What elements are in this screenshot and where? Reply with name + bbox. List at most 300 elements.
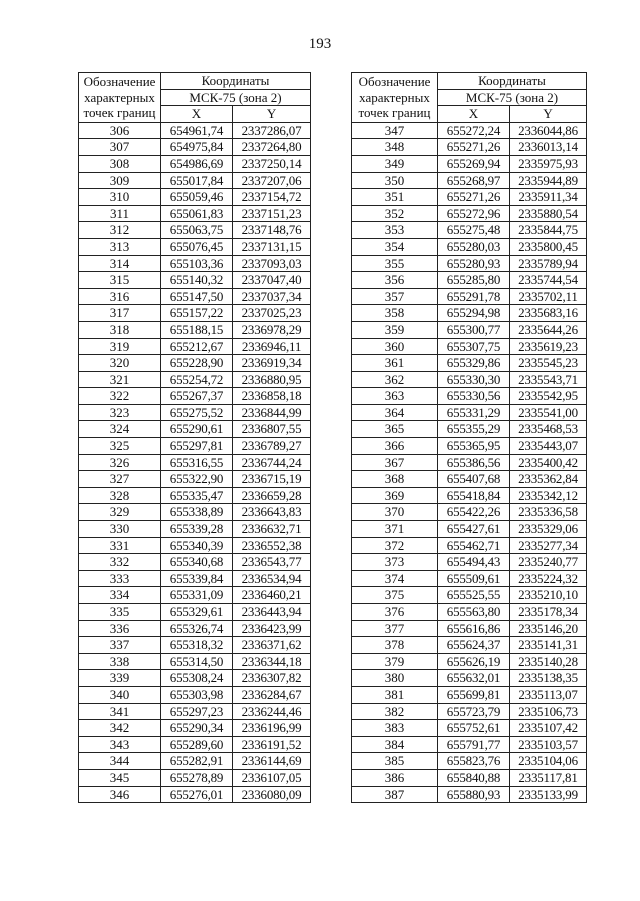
table-row xyxy=(79,205,311,222)
table-row xyxy=(79,703,311,720)
point-id-cell: 354 xyxy=(352,238,438,255)
y-cell: 2337131,15 xyxy=(233,238,311,255)
table-row xyxy=(79,736,311,753)
x-cell: 655061,83 xyxy=(161,205,233,222)
x-cell: 655329,61 xyxy=(161,604,233,621)
y-cell: 2337264,80 xyxy=(233,139,311,156)
x-cell: 655314,50 xyxy=(161,653,233,670)
y-cell: 2335800,45 xyxy=(510,238,587,255)
y-cell: 2337207,06 xyxy=(233,172,311,189)
table-row xyxy=(352,255,587,272)
x-cell: 655188,15 xyxy=(161,321,233,338)
point-id-cell: 375 xyxy=(352,587,438,604)
y-cell: 2336423,99 xyxy=(233,620,311,637)
table-row xyxy=(79,438,311,455)
table-row xyxy=(352,388,587,405)
table-row xyxy=(79,720,311,737)
point-id-cell: 355 xyxy=(352,255,438,272)
x-cell: 655103,36 xyxy=(161,255,233,272)
table-row xyxy=(79,653,311,670)
x-cell: 655278,89 xyxy=(161,769,233,786)
x-cell: 655289,60 xyxy=(161,736,233,753)
x-cell: 655303,98 xyxy=(161,686,233,703)
x-cell: 655355,29 xyxy=(438,421,510,438)
y-cell: 2335103,57 xyxy=(510,736,587,753)
x-cell: 655339,84 xyxy=(161,570,233,587)
coordinate-system-header: МСК-75 (зона 2) xyxy=(161,89,311,106)
x-cell: 655330,56 xyxy=(438,388,510,405)
table-row xyxy=(352,504,587,521)
x-cell: 655297,81 xyxy=(161,438,233,455)
table-row xyxy=(79,421,311,438)
table-row xyxy=(79,587,311,604)
table-row xyxy=(79,786,311,803)
point-id-cell: 332 xyxy=(79,554,161,571)
table-row xyxy=(79,487,311,504)
point-id-cell: 350 xyxy=(352,172,438,189)
table-row xyxy=(79,521,311,538)
table-row xyxy=(79,155,311,172)
x-cell: 655280,03 xyxy=(438,238,510,255)
table-row xyxy=(352,172,587,189)
point-id-cell: 357 xyxy=(352,288,438,305)
point-id-cell: 362 xyxy=(352,371,438,388)
y-cell: 2335342,12 xyxy=(510,487,587,504)
table-row xyxy=(79,604,311,621)
table-row xyxy=(79,686,311,703)
x-cell: 655326,74 xyxy=(161,620,233,637)
y-cell: 2335702,11 xyxy=(510,288,587,305)
x-cell: 655300,77 xyxy=(438,321,510,338)
table-row xyxy=(79,554,311,571)
point-id-cell: 372 xyxy=(352,537,438,554)
y-cell: 2337286,07 xyxy=(233,122,311,139)
y-cell: 2336307,82 xyxy=(233,670,311,687)
x-cell: 655330,30 xyxy=(438,371,510,388)
point-id-cell: 334 xyxy=(79,587,161,604)
point-id-cell: 328 xyxy=(79,487,161,504)
y-cell: 2335542,95 xyxy=(510,388,587,405)
y-cell: 2335545,23 xyxy=(510,355,587,372)
point-id-cell: 342 xyxy=(79,720,161,737)
table-row xyxy=(79,537,311,554)
point-id-cell: 383 xyxy=(352,720,438,737)
y-cell: 2336144,69 xyxy=(233,753,311,770)
table-row xyxy=(79,637,311,654)
point-id-cell: 356 xyxy=(352,272,438,289)
point-id-cell: 312 xyxy=(79,222,161,239)
point-id-cell: 374 xyxy=(352,570,438,587)
point-id-cell: 345 xyxy=(79,769,161,786)
x-cell: 655335,47 xyxy=(161,487,233,504)
table-row xyxy=(352,272,587,289)
point-id-cell: 336 xyxy=(79,620,161,637)
point-id-cell: 369 xyxy=(352,487,438,504)
point-id-cell: 373 xyxy=(352,554,438,571)
y-cell: 2336371,62 xyxy=(233,637,311,654)
y-cell: 2336919,34 xyxy=(233,355,311,372)
y-header: Y xyxy=(233,106,311,123)
y-cell: 2336643,83 xyxy=(233,504,311,521)
y-cell: 2336632,71 xyxy=(233,521,311,538)
x-cell: 655723,79 xyxy=(438,703,510,720)
point-id-cell: 378 xyxy=(352,637,438,654)
x-cell: 655509,61 xyxy=(438,570,510,587)
point-id-cell: 381 xyxy=(352,686,438,703)
y-cell: 2335744,54 xyxy=(510,272,587,289)
y-cell: 2335683,16 xyxy=(510,305,587,322)
table-row xyxy=(352,139,587,156)
table-row xyxy=(352,670,587,687)
y-cell: 2336191,52 xyxy=(233,736,311,753)
point-id-cell: 359 xyxy=(352,321,438,338)
point-id-cell: 329 xyxy=(79,504,161,521)
point-id-cell: 338 xyxy=(79,653,161,670)
y-cell: 2336344,18 xyxy=(233,653,311,670)
y-cell: 2335146,20 xyxy=(510,620,587,637)
x-cell: 655338,89 xyxy=(161,504,233,521)
y-header: Y xyxy=(510,106,587,123)
x-cell: 655752,61 xyxy=(438,720,510,737)
y-cell: 2335468,53 xyxy=(510,421,587,438)
page-number: 193 xyxy=(308,36,332,52)
y-cell: 2335619,23 xyxy=(510,338,587,355)
x-cell: 655407,68 xyxy=(438,471,510,488)
x-cell: 655880,93 xyxy=(438,786,510,803)
y-cell: 2335789,94 xyxy=(510,255,587,272)
x-cell: 655290,61 xyxy=(161,421,233,438)
y-cell: 2335107,42 xyxy=(510,720,587,737)
coordinate-system-header: МСК-75 (зона 2) xyxy=(438,89,587,106)
x-cell: 655290,34 xyxy=(161,720,233,737)
point-id-cell: 317 xyxy=(79,305,161,322)
y-cell: 2335975,93 xyxy=(510,155,587,172)
x-cell: 655271,26 xyxy=(438,139,510,156)
x-cell: 655276,01 xyxy=(161,786,233,803)
y-cell: 2335117,81 xyxy=(510,769,587,786)
table-row xyxy=(352,421,587,438)
point-id-cell: 340 xyxy=(79,686,161,703)
table-row xyxy=(79,172,311,189)
point-id-cell: 310 xyxy=(79,189,161,206)
y-cell: 2335141,31 xyxy=(510,637,587,654)
y-cell: 2335844,75 xyxy=(510,222,587,239)
x-cell: 655322,90 xyxy=(161,471,233,488)
y-cell: 2335541,00 xyxy=(510,404,587,421)
point-id-cell: 319 xyxy=(79,338,161,355)
y-cell: 2335113,07 xyxy=(510,686,587,703)
x-cell: 655318,32 xyxy=(161,637,233,654)
x-cell: 655275,52 xyxy=(161,404,233,421)
point-id-cell: 358 xyxy=(352,305,438,322)
point-id-cell: 307 xyxy=(79,139,161,156)
table-row xyxy=(352,653,587,670)
table-row xyxy=(79,255,311,272)
x-cell: 655616,86 xyxy=(438,620,510,637)
y-cell: 2336107,05 xyxy=(233,769,311,786)
x-cell: 655331,29 xyxy=(438,404,510,421)
x-cell: 655340,68 xyxy=(161,554,233,571)
point-id-cell: 321 xyxy=(79,371,161,388)
point-id-cell: 331 xyxy=(79,537,161,554)
table-row xyxy=(352,205,587,222)
y-cell: 2336880,95 xyxy=(233,371,311,388)
y-cell: 2336744,24 xyxy=(233,454,311,471)
designation-header: Обозначение характерных точек границ xyxy=(79,73,161,123)
table-row xyxy=(352,620,587,637)
point-id-cell: 353 xyxy=(352,222,438,239)
x-cell: 655427,61 xyxy=(438,521,510,538)
y-cell: 2337025,23 xyxy=(233,305,311,322)
x-cell: 655791,77 xyxy=(438,736,510,753)
point-id-cell: 316 xyxy=(79,288,161,305)
point-id-cell: 326 xyxy=(79,454,161,471)
table-row xyxy=(79,371,311,388)
y-cell: 2335880,54 xyxy=(510,205,587,222)
y-cell: 2336978,29 xyxy=(233,321,311,338)
table-row xyxy=(79,670,311,687)
x-cell: 655316,55 xyxy=(161,454,233,471)
point-id-cell: 308 xyxy=(79,155,161,172)
y-cell: 2335336,58 xyxy=(510,504,587,521)
table-row xyxy=(79,139,311,156)
point-id-cell: 376 xyxy=(352,604,438,621)
x-cell: 654961,74 xyxy=(161,122,233,139)
table-row xyxy=(352,471,587,488)
table-row xyxy=(352,487,587,504)
designation-header: Обозначение характерных точек границ xyxy=(352,73,438,123)
y-cell: 2336284,67 xyxy=(233,686,311,703)
x-cell: 655063,75 xyxy=(161,222,233,239)
x-cell: 655269,94 xyxy=(438,155,510,172)
y-cell: 2336543,77 xyxy=(233,554,311,571)
point-id-cell: 384 xyxy=(352,736,438,753)
y-cell: 2336443,94 xyxy=(233,604,311,621)
x-cell: 655365,95 xyxy=(438,438,510,455)
table-row xyxy=(352,238,587,255)
y-cell: 2336552,38 xyxy=(233,537,311,554)
x-header: X xyxy=(438,106,510,123)
x-cell: 655297,23 xyxy=(161,703,233,720)
y-cell: 2336013,14 xyxy=(510,139,587,156)
x-cell: 655329,86 xyxy=(438,355,510,372)
table-row xyxy=(79,404,311,421)
table-row xyxy=(352,305,587,322)
table-row xyxy=(79,388,311,405)
table-row xyxy=(79,570,311,587)
table-row xyxy=(79,189,311,206)
x-cell: 655624,37 xyxy=(438,637,510,654)
x-cell: 655525,55 xyxy=(438,587,510,604)
x-cell: 655418,84 xyxy=(438,487,510,504)
coordinates-header: Координаты xyxy=(438,73,587,90)
point-id-cell: 349 xyxy=(352,155,438,172)
table-row xyxy=(79,753,311,770)
y-cell: 2335138,35 xyxy=(510,670,587,687)
table-row xyxy=(79,272,311,289)
y-cell: 2336244,46 xyxy=(233,703,311,720)
table-row xyxy=(79,238,311,255)
table-row xyxy=(352,155,587,172)
x-cell: 655386,56 xyxy=(438,454,510,471)
table-row xyxy=(352,554,587,571)
point-id-cell: 337 xyxy=(79,637,161,654)
x-cell: 655275,48 xyxy=(438,222,510,239)
point-id-cell: 322 xyxy=(79,388,161,405)
y-cell: 2335106,73 xyxy=(510,703,587,720)
coordinates-table-right xyxy=(351,72,587,803)
point-id-cell: 377 xyxy=(352,620,438,637)
x-cell: 655331,09 xyxy=(161,587,233,604)
x-cell: 655340,39 xyxy=(161,537,233,554)
y-cell: 2337047,40 xyxy=(233,272,311,289)
table-row xyxy=(79,769,311,786)
y-cell: 2335911,34 xyxy=(510,189,587,206)
table-row xyxy=(352,686,587,703)
table-row xyxy=(352,438,587,455)
y-cell: 2336080,09 xyxy=(233,786,311,803)
x-cell: 655632,01 xyxy=(438,670,510,687)
x-cell: 655494,43 xyxy=(438,554,510,571)
table-row xyxy=(352,753,587,770)
coordinates-table-left xyxy=(78,72,311,803)
y-cell: 2335443,07 xyxy=(510,438,587,455)
table-row xyxy=(352,321,587,338)
y-cell: 2336789,27 xyxy=(233,438,311,455)
point-id-cell: 320 xyxy=(79,355,161,372)
x-cell: 654986,69 xyxy=(161,155,233,172)
x-cell: 655294,98 xyxy=(438,305,510,322)
y-cell: 2335104,06 xyxy=(510,753,587,770)
table-row xyxy=(352,637,587,654)
point-id-cell: 309 xyxy=(79,172,161,189)
table-row xyxy=(352,720,587,737)
table-row xyxy=(79,338,311,355)
y-cell: 2335362,84 xyxy=(510,471,587,488)
table-row xyxy=(352,537,587,554)
y-cell: 2335543,71 xyxy=(510,371,587,388)
x-cell: 655308,24 xyxy=(161,670,233,687)
x-cell: 655291,78 xyxy=(438,288,510,305)
y-cell: 2336807,55 xyxy=(233,421,311,438)
table-row xyxy=(79,222,311,239)
table-row xyxy=(352,604,587,621)
table-row xyxy=(79,122,311,139)
table-row xyxy=(352,786,587,803)
point-id-cell: 335 xyxy=(79,604,161,621)
x-cell: 655699,81 xyxy=(438,686,510,703)
point-id-cell: 370 xyxy=(352,504,438,521)
table-row xyxy=(79,471,311,488)
point-id-cell: 379 xyxy=(352,653,438,670)
y-cell: 2335400,42 xyxy=(510,454,587,471)
x-cell: 655563,80 xyxy=(438,604,510,621)
point-id-cell: 325 xyxy=(79,438,161,455)
point-id-cell: 364 xyxy=(352,404,438,421)
point-id-cell: 371 xyxy=(352,521,438,538)
point-id-cell: 314 xyxy=(79,255,161,272)
x-cell: 655267,37 xyxy=(161,388,233,405)
point-id-cell: 344 xyxy=(79,753,161,770)
y-cell: 2335178,34 xyxy=(510,604,587,621)
point-id-cell: 323 xyxy=(79,404,161,421)
point-id-cell: 380 xyxy=(352,670,438,687)
table-row xyxy=(352,355,587,372)
y-cell: 2336534,94 xyxy=(233,570,311,587)
y-cell: 2335240,77 xyxy=(510,554,587,571)
y-cell: 2336044,86 xyxy=(510,122,587,139)
y-cell: 2337250,14 xyxy=(233,155,311,172)
table-row xyxy=(352,338,587,355)
point-id-cell: 339 xyxy=(79,670,161,687)
point-id-cell: 360 xyxy=(352,338,438,355)
point-id-cell: 368 xyxy=(352,471,438,488)
y-cell: 2337037,34 xyxy=(233,288,311,305)
x-cell: 655462,71 xyxy=(438,537,510,554)
point-id-cell: 385 xyxy=(352,753,438,770)
y-cell: 2335140,28 xyxy=(510,653,587,670)
point-id-cell: 361 xyxy=(352,355,438,372)
x-cell: 655823,76 xyxy=(438,753,510,770)
table-row xyxy=(352,736,587,753)
point-id-cell: 313 xyxy=(79,238,161,255)
point-id-cell: 386 xyxy=(352,769,438,786)
y-cell: 2335644,26 xyxy=(510,321,587,338)
table-row xyxy=(79,355,311,372)
y-cell: 2335133,99 xyxy=(510,786,587,803)
table-row xyxy=(79,305,311,322)
table-row xyxy=(79,288,311,305)
x-cell: 655140,32 xyxy=(161,272,233,289)
table-row xyxy=(352,122,587,139)
table-row xyxy=(352,371,587,388)
x-cell: 655268,97 xyxy=(438,172,510,189)
point-id-cell: 327 xyxy=(79,471,161,488)
point-id-cell: 311 xyxy=(79,205,161,222)
table-row xyxy=(79,454,311,471)
x-cell: 655271,26 xyxy=(438,189,510,206)
point-id-cell: 318 xyxy=(79,321,161,338)
x-cell: 655840,88 xyxy=(438,769,510,786)
y-cell: 2336844,99 xyxy=(233,404,311,421)
x-cell: 655076,45 xyxy=(161,238,233,255)
x-cell: 655228,90 xyxy=(161,355,233,372)
y-cell: 2335944,89 xyxy=(510,172,587,189)
y-cell: 2336946,11 xyxy=(233,338,311,355)
x-cell: 655272,96 xyxy=(438,205,510,222)
coordinates-header: Координаты xyxy=(161,73,311,90)
point-id-cell: 363 xyxy=(352,388,438,405)
point-id-cell: 315 xyxy=(79,272,161,289)
table-row xyxy=(79,321,311,338)
point-id-cell: 306 xyxy=(79,122,161,139)
table-row xyxy=(352,222,587,239)
point-id-cell: 330 xyxy=(79,521,161,538)
x-cell: 655422,26 xyxy=(438,504,510,521)
y-cell: 2335277,34 xyxy=(510,537,587,554)
y-cell: 2337093,03 xyxy=(233,255,311,272)
table-row xyxy=(352,587,587,604)
point-id-cell: 347 xyxy=(352,122,438,139)
table-row xyxy=(352,703,587,720)
y-cell: 2336659,28 xyxy=(233,487,311,504)
x-header: X xyxy=(161,106,233,123)
table-row xyxy=(352,288,587,305)
point-id-cell: 343 xyxy=(79,736,161,753)
y-cell: 2336858,18 xyxy=(233,388,311,405)
y-cell: 2337151,23 xyxy=(233,205,311,222)
point-id-cell: 367 xyxy=(352,454,438,471)
